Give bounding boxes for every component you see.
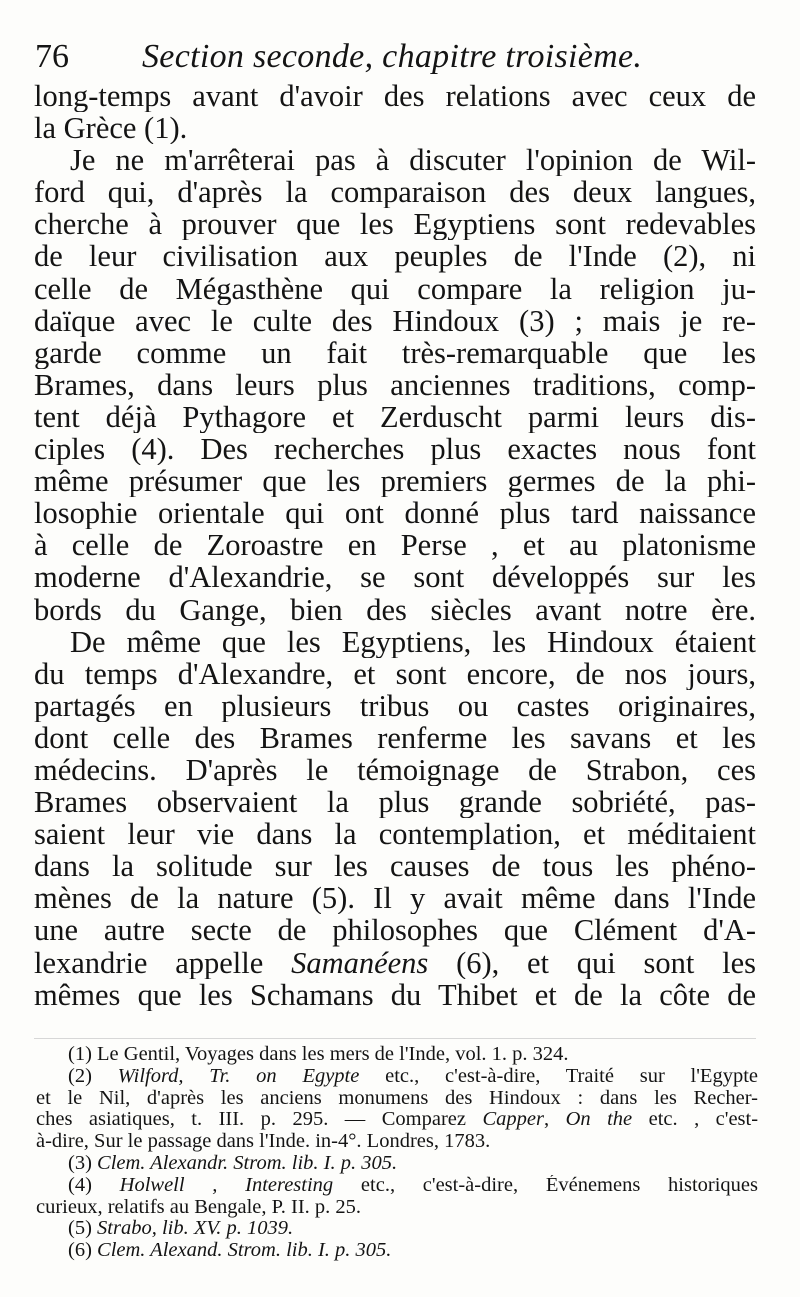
footnote-text: etc., c'est-à-dire, Traité sur l'Egypte [385,1065,758,1087]
footnote-marker: (5) [68,1218,92,1240]
footnote-marker: (6) [68,1240,92,1262]
footnote-2-line: et le Nil, d'après les anciens monumens des Hindoux : dans les Recher- [36,1087,758,1109]
text-line: bords du Gange, bien des siècles avant notre ère. [34,593,756,626]
footnote-marker: (3) [68,1152,92,1174]
page-number: 76 [35,38,69,75]
footnote-italic: Strabo, lib. XV. p. 1039. [97,1218,294,1240]
text-line: De même que les Egyptiens, les Hindoux étaient [70,625,756,658]
running-title: Section seconde, chapitre troisième. [142,38,643,75]
footnote-marker: (4) [68,1174,92,1196]
text-line: tent déjà Pythagore et Zerduscht parmi leurs dis- [34,400,756,434]
footnote-marker: (2) [68,1065,92,1087]
text-line: de leur civilisation aux peuples de l'Inde (2), ni [34,240,756,273]
italic-term: Samanéens [291,946,429,979]
footnotes [36,1044,758,1262]
text-segment: (6), et qui sont les [456,946,756,979]
footnote-text: ches asiatiques, t. III. p. 295. — Comparez [36,1109,466,1131]
text-line: ciples (4). Des recherches plus exactes nous font [34,433,756,466]
footnote-italic: Holwell , Interesting [119,1174,334,1196]
footnote-5 [36,1218,758,1240]
footnote-italic: Wilford, Tr. on Egypte [117,1065,360,1087]
footnote-2 [36,1066,758,1088]
body-text [34,80,756,1011]
text-line: la Grèce (1). [34,112,188,145]
footnote-2-line: ches asiatiques, t. III. p. 295. — Comparez Capper, On the etc. , c'est- [36,1109,758,1131]
text-line: celle de Mégasthène qui compare la religion ju- [34,272,756,305]
text-line: à celle de Zoroastre en Perse , et au platonisme [34,529,756,562]
text-line: losophie orientale qui ont donné plus tard naissance [34,497,756,530]
footnote-3 [36,1153,758,1175]
text-line: même présumer que les premiers germes de la phi- [34,465,756,498]
footnote-text: etc. , c'est- [648,1109,758,1131]
footnote-2-line: à-dire, Sur le passage dans l'Inde. in-4°. Londres, 1783. [36,1131,491,1153]
footnote-6 [36,1240,758,1262]
text-line: Je ne m'arrêterai pas à discuter l'opinion de Wil- [70,144,756,177]
footnote-italic: Clem. Alexand. Strom. lib. I. p. 305. [97,1240,392,1262]
footnote-1: (1) Le Gentil, Voyages dans les mers de l'Inde, vol. 1. p. 324. [68,1044,569,1065]
text-line: long-temps avant d'avoir des relations avec ceux de [34,80,756,113]
footnote-italic: Clem. Alexandr. Strom. lib. I. p. 305. [97,1152,398,1174]
text-line: saient leur vie dans la contemplation, et méditaient [34,818,756,851]
text-line: garde comme un fait très-remarquable que les [34,336,756,369]
text-line: moderne d'Alexandrie, se sont développés sur les [34,561,756,594]
text-line: cherche à prouver que les Egyptiens sont redevables [34,208,756,241]
footnote-italic: Capper [482,1109,544,1131]
text-line: médecins. D'après le témoignage de Strabon, ces [34,753,756,787]
text-segment: lexandrie appelle [34,946,264,979]
text-line: dont celle des Brames renferme les savans et les [34,721,756,754]
text-line: partagés en plusieurs tribus ou castes originaires, [34,689,756,722]
text-line: Brames, dans leurs plus anciennes traditions, comp- [34,368,756,401]
text-line: ford qui, d'après la comparaison des deux langues, [34,176,756,209]
footnote-4-line: curieux, relatifs au Bengale, P. II. p. 25. [36,1196,362,1218]
footnote-separator [34,1038,756,1039]
text-line: Brames observaient la plus grande sobriété, pas- [34,786,756,819]
footnote-italic: On the [565,1109,633,1131]
text-line: daïque avec le culte des Hindoux (3) ; mais je re- [34,304,756,337]
text-line-with-italic [34,947,756,979]
text-line: mêmes que les Schamans du Thibet et de la côte de [34,978,756,1011]
footnote-text: etc., c'est-à-dire, Événemens historiques [360,1174,758,1196]
text-line: mènes de la nature (5). Il y avait même dans l'Inde [34,882,756,915]
text-line: du temps d'Alexandre, et sont encore, de nos jours, [34,657,756,690]
text-line: dans la solitude sur les causes de tous les phéno- [34,850,756,883]
text-line: une autre secte de philosophes que Clément d'A- [34,914,756,947]
footnote-4 [36,1175,758,1197]
